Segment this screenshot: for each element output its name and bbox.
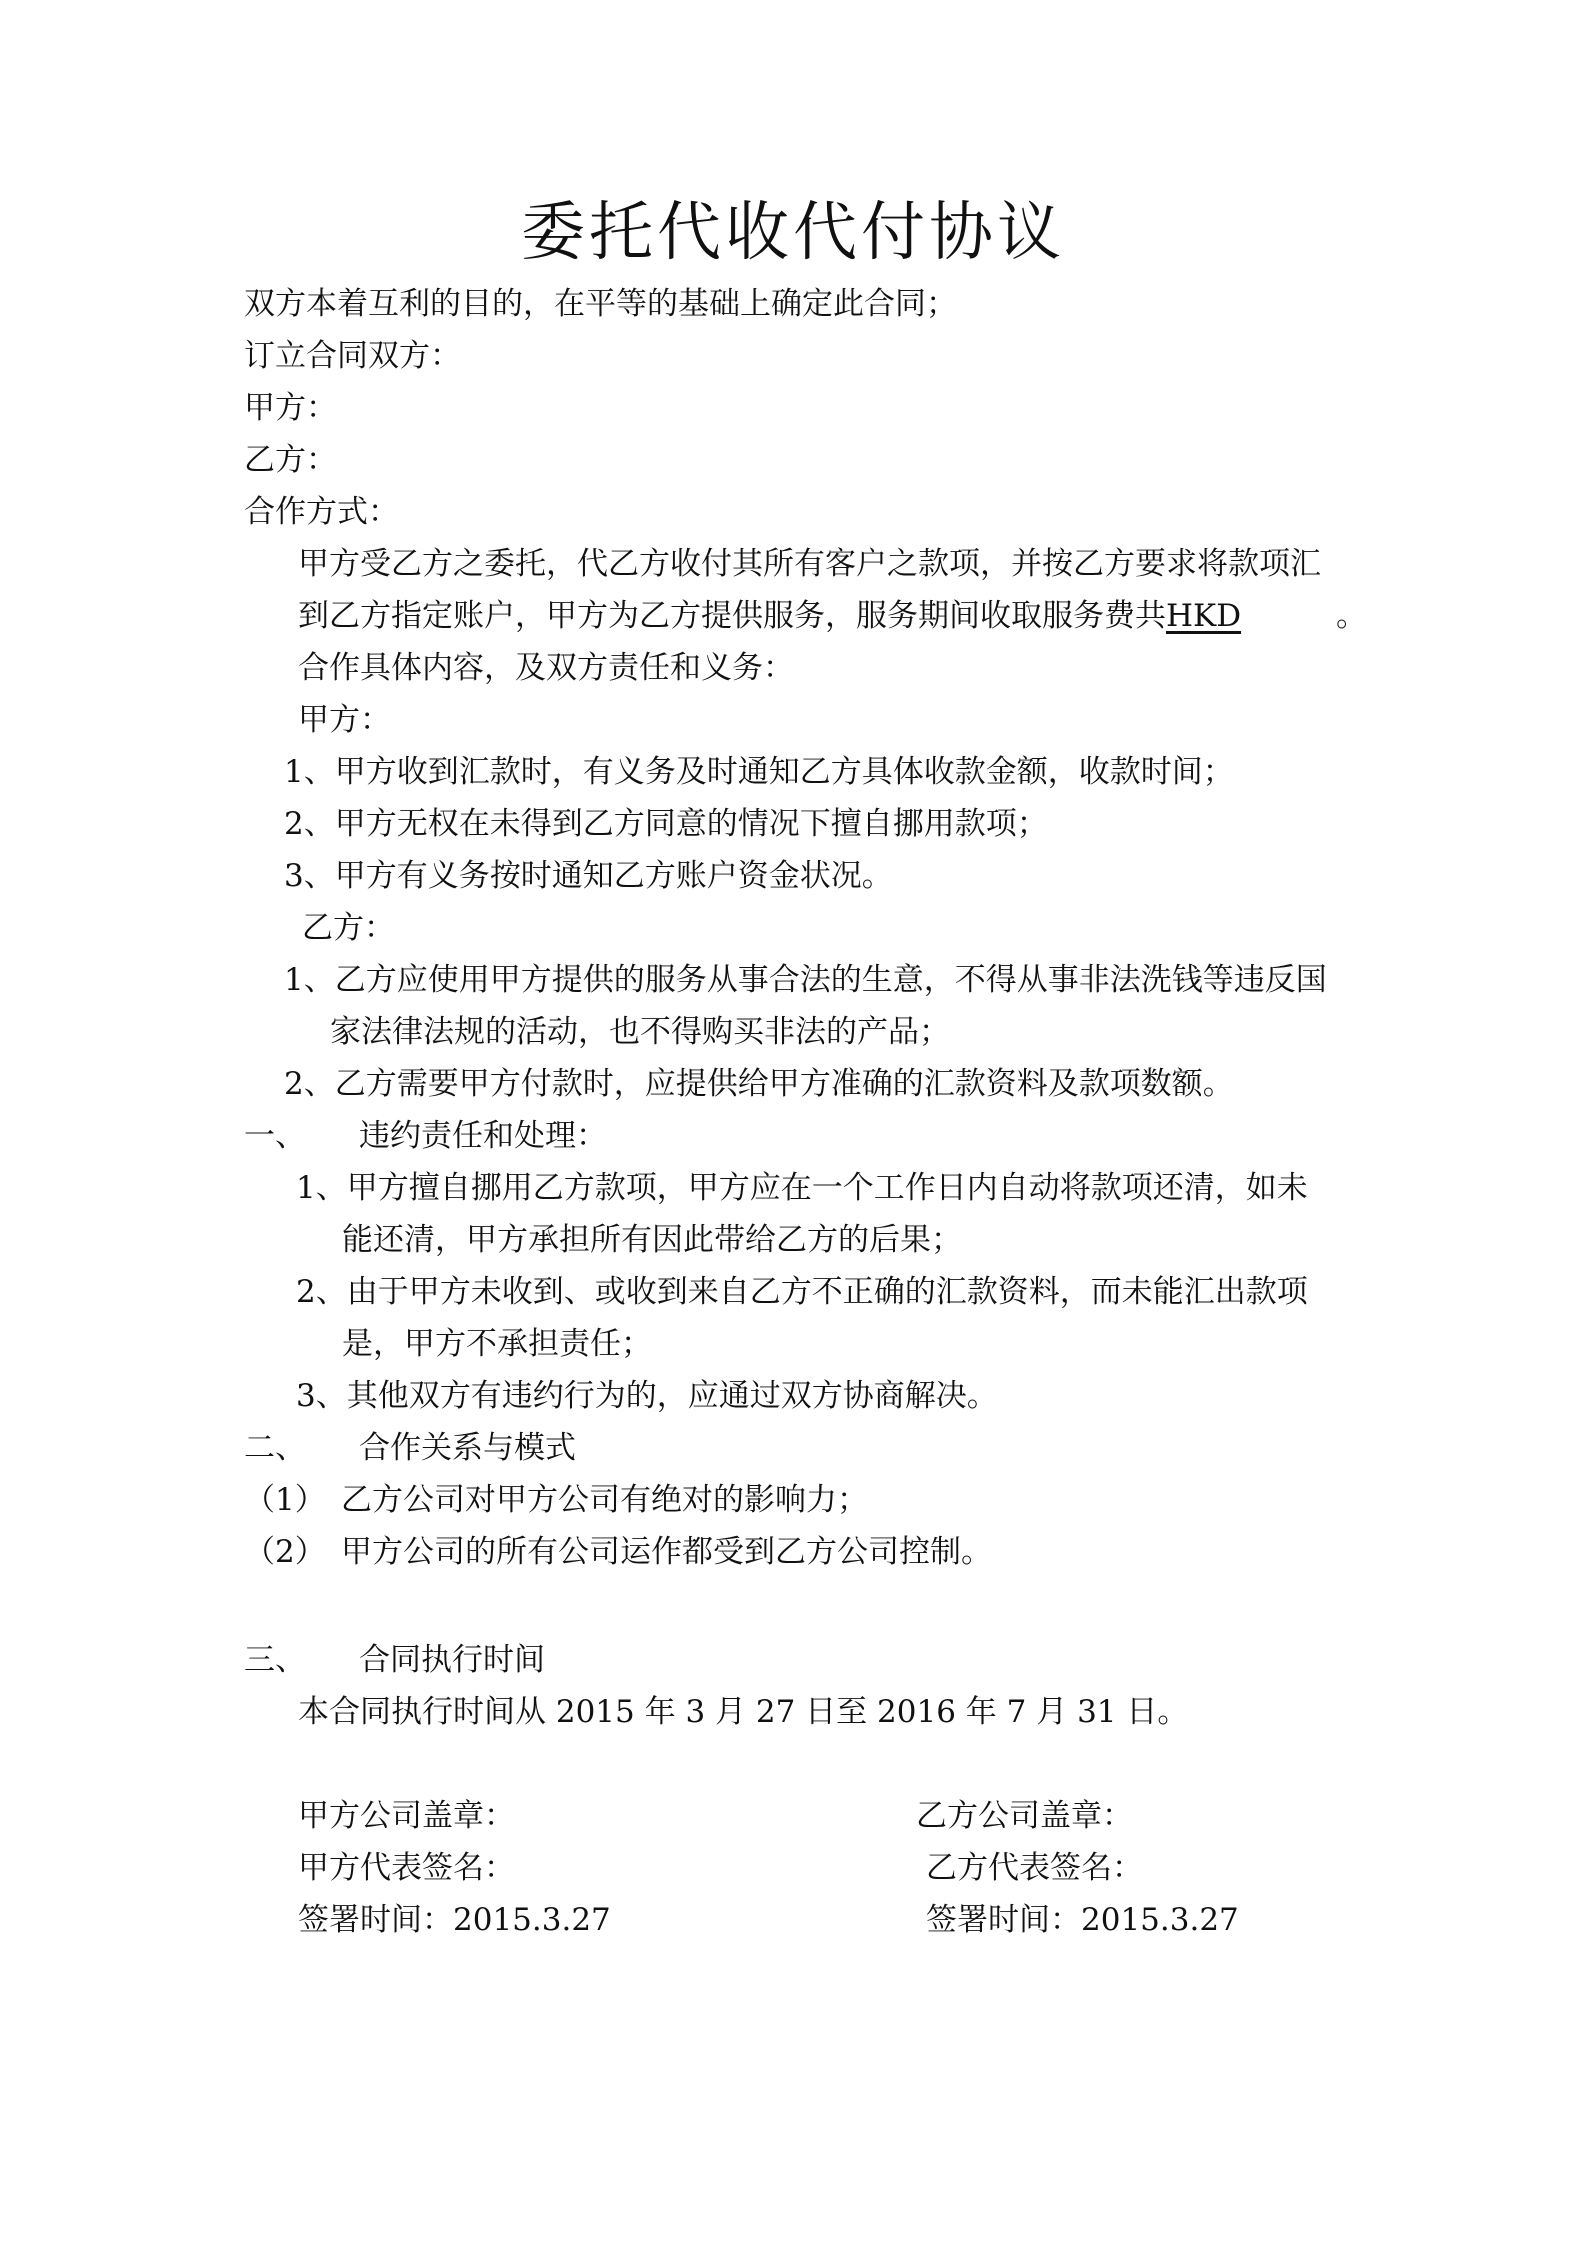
party-b-duty-1-line-1: 1、乙方应使用甲方提供的服务从事合法的生意，不得从事非法洗钱等违反国 — [284, 962, 1327, 998]
document-title: 委托代收代付协议 — [521, 196, 1065, 270]
section-1-item-2-line-1: 2、由于甲方未收到、或收到来自乙方不正确的汇款资料，而未能汇出款项 — [296, 1274, 1308, 1310]
section-2-title: 合作关系与模式 — [359, 1430, 576, 1466]
cooperation-para-line-1: 甲方受乙方之委托，代乙方收付其所有客户之款项，并按乙方要求将款项汇 — [298, 546, 1321, 582]
section-2-item-1 — [244, 1480, 868, 1520]
cooperation-para-end: 。 — [1336, 598, 1367, 634]
section-1-title: 违约责任和处理： — [359, 1118, 607, 1154]
intro-line-1: 双方本着互利的目的，在平等的基础上确定此合同； — [244, 286, 957, 322]
service-fee-blank: HKD — [1166, 598, 1242, 634]
party-a-duty-3: 3、甲方有义务按时通知乙方账户资金状况。 — [284, 858, 893, 894]
intro-line-2: 订立合同双方： — [244, 338, 461, 374]
section-2-item-2-number: （2） — [244, 1534, 326, 1570]
section-2-item-1-text: 乙方公司对甲方公司有绝对的影响力； — [341, 1482, 868, 1518]
section-2-number: 二、 — [244, 1430, 306, 1466]
section-2-item-1-number: （1） — [244, 1482, 326, 1518]
party-a-duty-1: 1、甲方收到汇款时，有义务及时通知乙方具体收款金额，收款时间； — [284, 754, 1234, 790]
section-1-heading — [244, 1116, 607, 1156]
cooperation-heading: 合作方式： — [244, 494, 399, 530]
party-b-duties-heading: 乙方： — [302, 910, 395, 946]
party-b-duty-1-line-2: 家法律法规的活动，也不得购买非法的产品； — [330, 1014, 950, 1050]
party-b-sign-date: 签署时间：2015.3.27 — [926, 1902, 1239, 1938]
section-2-heading — [244, 1428, 576, 1468]
section-2-item-2 — [244, 1532, 992, 1572]
party-b-seal: 乙方公司盖章： — [916, 1798, 1133, 1834]
cooperation-para-line-2 — [298, 596, 1367, 636]
section-3-number: 三、 — [244, 1642, 306, 1678]
party-a-duty-2: 2、甲方无权在未得到乙方同意的情况下擅自挪用款项； — [284, 806, 1048, 842]
section-1-item-3: 3、其他双方有违约行为的，应通过双方协商解决。 — [296, 1378, 998, 1414]
cooperation-para-line-2-text: 到乙方指定账户，甲方为乙方提供服务，服务期间收取服务费共 — [298, 598, 1166, 634]
party-a-duties-heading: 甲方： — [298, 702, 391, 738]
party-a-seal: 甲方公司盖章： — [298, 1798, 515, 1834]
party-a-representative: 甲方代表签名： — [298, 1850, 515, 1886]
section-1-item-1-line-1: 1、甲方擅自挪用乙方款项，甲方应在一个工作日内自动将款项还清，如未 — [296, 1170, 1308, 1206]
section-2-item-2-text: 甲方公司的所有公司运作都受到乙方公司控制。 — [341, 1534, 992, 1570]
party-a-sign-date: 签署时间：2015.3.27 — [298, 1902, 611, 1938]
party-b-representative: 乙方代表签名： — [926, 1850, 1143, 1886]
details-heading: 合作具体内容，及双方责任和义务： — [298, 650, 794, 686]
section-1-item-2-line-2: 是，甲方不承担责任； — [342, 1326, 652, 1362]
party-a-label: 甲方： — [244, 390, 337, 426]
party-b-label: 乙方： — [244, 442, 337, 478]
section-3-text: 本合同执行时间从 2015 年 3 月 27 日至 2016 年 7 月 31 日。 — [298, 1694, 1189, 1730]
section-1-number: 一、 — [244, 1118, 306, 1154]
party-b-duty-2: 2、乙方需要甲方付款时，应提供给甲方准确的汇款资料及款项数额。 — [284, 1066, 1234, 1102]
section-3-heading — [244, 1640, 545, 1680]
section-1-item-1-line-2: 能还清，甲方承担所有因此带给乙方的后果； — [342, 1222, 962, 1258]
section-3-title: 合同执行时间 — [359, 1642, 545, 1678]
